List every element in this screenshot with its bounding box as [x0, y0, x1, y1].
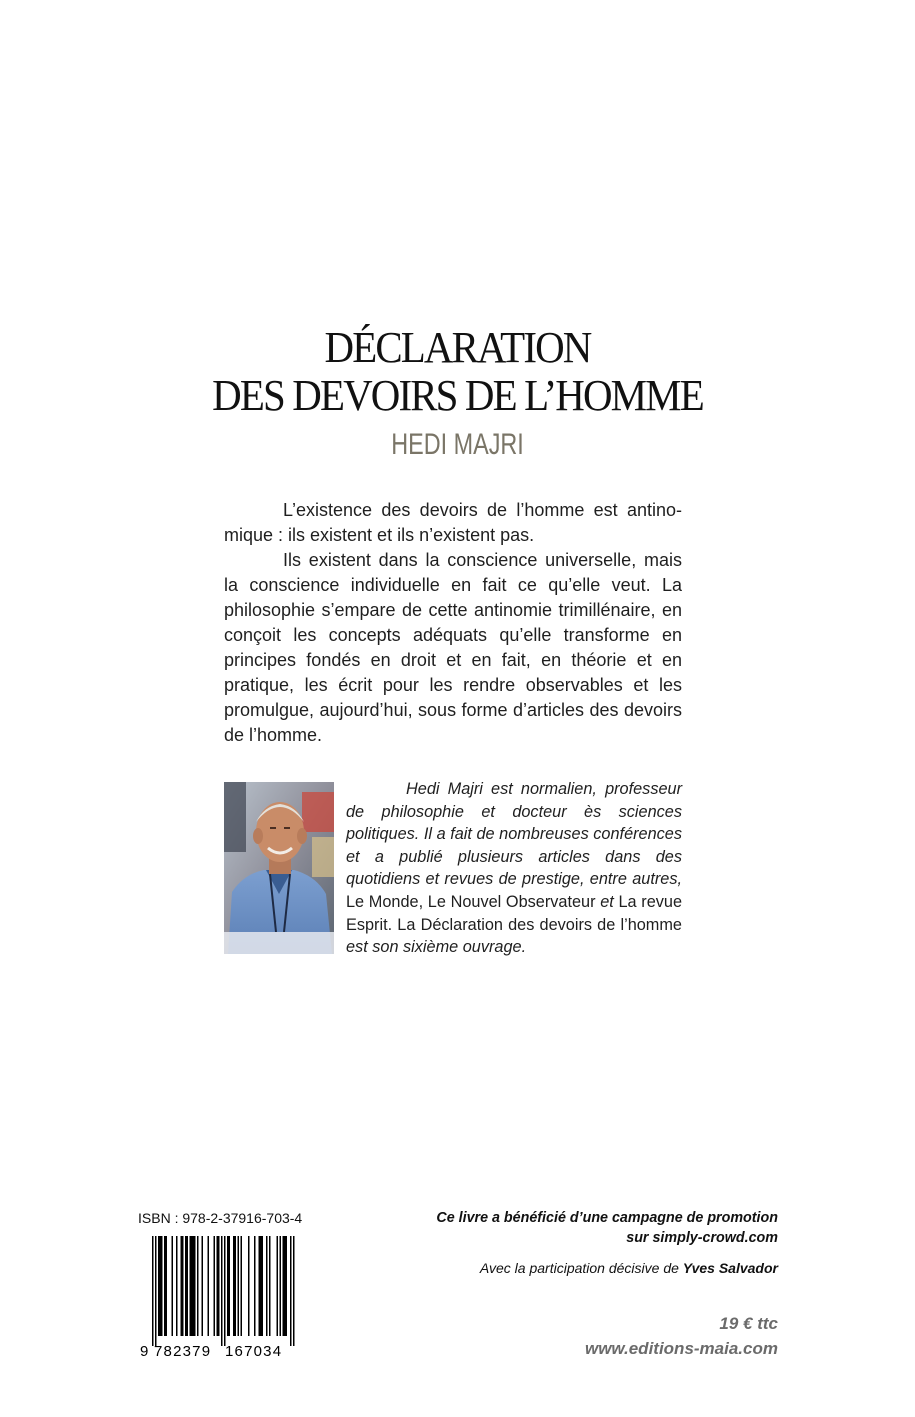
barcode-bar [248, 1236, 250, 1336]
barcode-bar [284, 1236, 286, 1336]
barcode-bar [172, 1236, 174, 1336]
barcode-bar [190, 1236, 192, 1336]
barcode-bar [233, 1236, 235, 1336]
barcode-bar [260, 1236, 262, 1336]
barcode-bar [280, 1236, 282, 1336]
barcode-bar [158, 1236, 160, 1336]
barcode-bar [197, 1236, 199, 1336]
barcode-digits-left: 782379 [154, 1343, 212, 1360]
summary-paragraph: L’existence des devoirs de l’homme est antinomique : ils existent et ils n’existent pas. [224, 500, 682, 545]
barcode-bar [254, 1236, 256, 1336]
promotion-note [436, 1208, 778, 1248]
bio-reference: Le Nouvel Observateur [427, 892, 596, 911]
book-title-line-2: DES DEVOIRS DE L’HOMME [212, 371, 703, 420]
bio-separator: , [418, 892, 424, 911]
barcode-bar [160, 1236, 162, 1336]
promotion-line: Ce livre a bénéficié d’une campagne de promotion [436, 1210, 778, 1226]
publisher-website: www.editions-maia.com [584, 1339, 778, 1358]
barcode-bar [191, 1236, 193, 1336]
bio-text: Hedi Majri est normalien, professeur de philosophie et docteur ès sciences politiques. Il a fait de nombreuses conférences et a publié plusieurs articles dans des quotidiens et revues de prestige, entre autres, [346, 780, 682, 889]
barcode-bar [241, 1236, 243, 1336]
barcode-bar [269, 1236, 271, 1336]
barcode-bar [152, 1236, 154, 1346]
barcode [140, 1236, 302, 1360]
barcode-bar [176, 1236, 178, 1336]
barcode-digits-right: 167034 [225, 1343, 283, 1360]
barcode-bar [185, 1236, 187, 1336]
barcode-bar [293, 1236, 295, 1346]
bio-reference: Le Monde [346, 892, 419, 911]
barcode-bar [229, 1236, 231, 1336]
barcode-bar [221, 1236, 223, 1346]
bio-reference: La revue Esprit. La Déclaration des devoirs de l’homme [346, 892, 683, 934]
barcode-bar [181, 1236, 183, 1336]
participation-note [480, 1260, 778, 1276]
author-name: HEDI MAJRI [391, 428, 524, 461]
barcode-bar [202, 1236, 204, 1336]
barcode-bar [182, 1236, 184, 1336]
barcode-bar [208, 1236, 210, 1336]
barcode-bar [266, 1236, 268, 1336]
price: 19 € ttc [719, 1314, 778, 1333]
participation-name: Yves Salvador [682, 1260, 778, 1276]
barcode-bar [166, 1236, 168, 1336]
barcode-bar [155, 1236, 157, 1346]
barcode-bar [283, 1236, 285, 1336]
bio-text: est son sixième ouvrage. [346, 938, 527, 957]
barcode-digit-leading: 9 [140, 1343, 149, 1360]
summary-paragraph: Ils existent dans la conscience universelle, mais la conscience individuelle en fait ce qu’elle veut. La philosophie s’empare de cette antinomie trimillénaire, en conçoit les concepts adéquats qu’elle transforme en principes fondés en droit et en fait, en théorie et en pratique, les écrit pour les rendre observables et les promulgue, aujourd’hui, sous forme d’articles des devoirs de l’homme. [224, 550, 682, 745]
barcode-bar [193, 1236, 195, 1336]
barcode-bar [214, 1236, 216, 1336]
isbn-label: ISBN : 978-2-37916-703-4 [138, 1210, 303, 1226]
barcode-bar [238, 1236, 240, 1336]
barcode-bar [290, 1236, 292, 1346]
barcode-bar [194, 1236, 196, 1336]
barcode-bar [259, 1236, 261, 1336]
barcode-bar [218, 1236, 220, 1336]
barcode-bar [235, 1236, 237, 1336]
barcode-bar [224, 1236, 226, 1346]
barcode-bar [286, 1236, 288, 1336]
bio-conjunction: et [600, 892, 614, 911]
barcode-bar [161, 1236, 163, 1336]
barcode-bar [187, 1236, 189, 1336]
author-photo [224, 782, 334, 954]
barcode-bar [277, 1236, 279, 1336]
back-cover-summary [224, 498, 682, 748]
barcode-bar [217, 1236, 219, 1336]
book-title-line-1: DÉCLARATION [324, 323, 591, 372]
participation-prefix: Avec la participation décisive de [479, 1260, 679, 1276]
author-bio [346, 778, 682, 959]
barcode-bar [262, 1236, 264, 1336]
barcode-bar [227, 1236, 229, 1336]
barcode-bar [164, 1236, 166, 1336]
promotion-line: sur simply-crowd.com [626, 1230, 778, 1246]
